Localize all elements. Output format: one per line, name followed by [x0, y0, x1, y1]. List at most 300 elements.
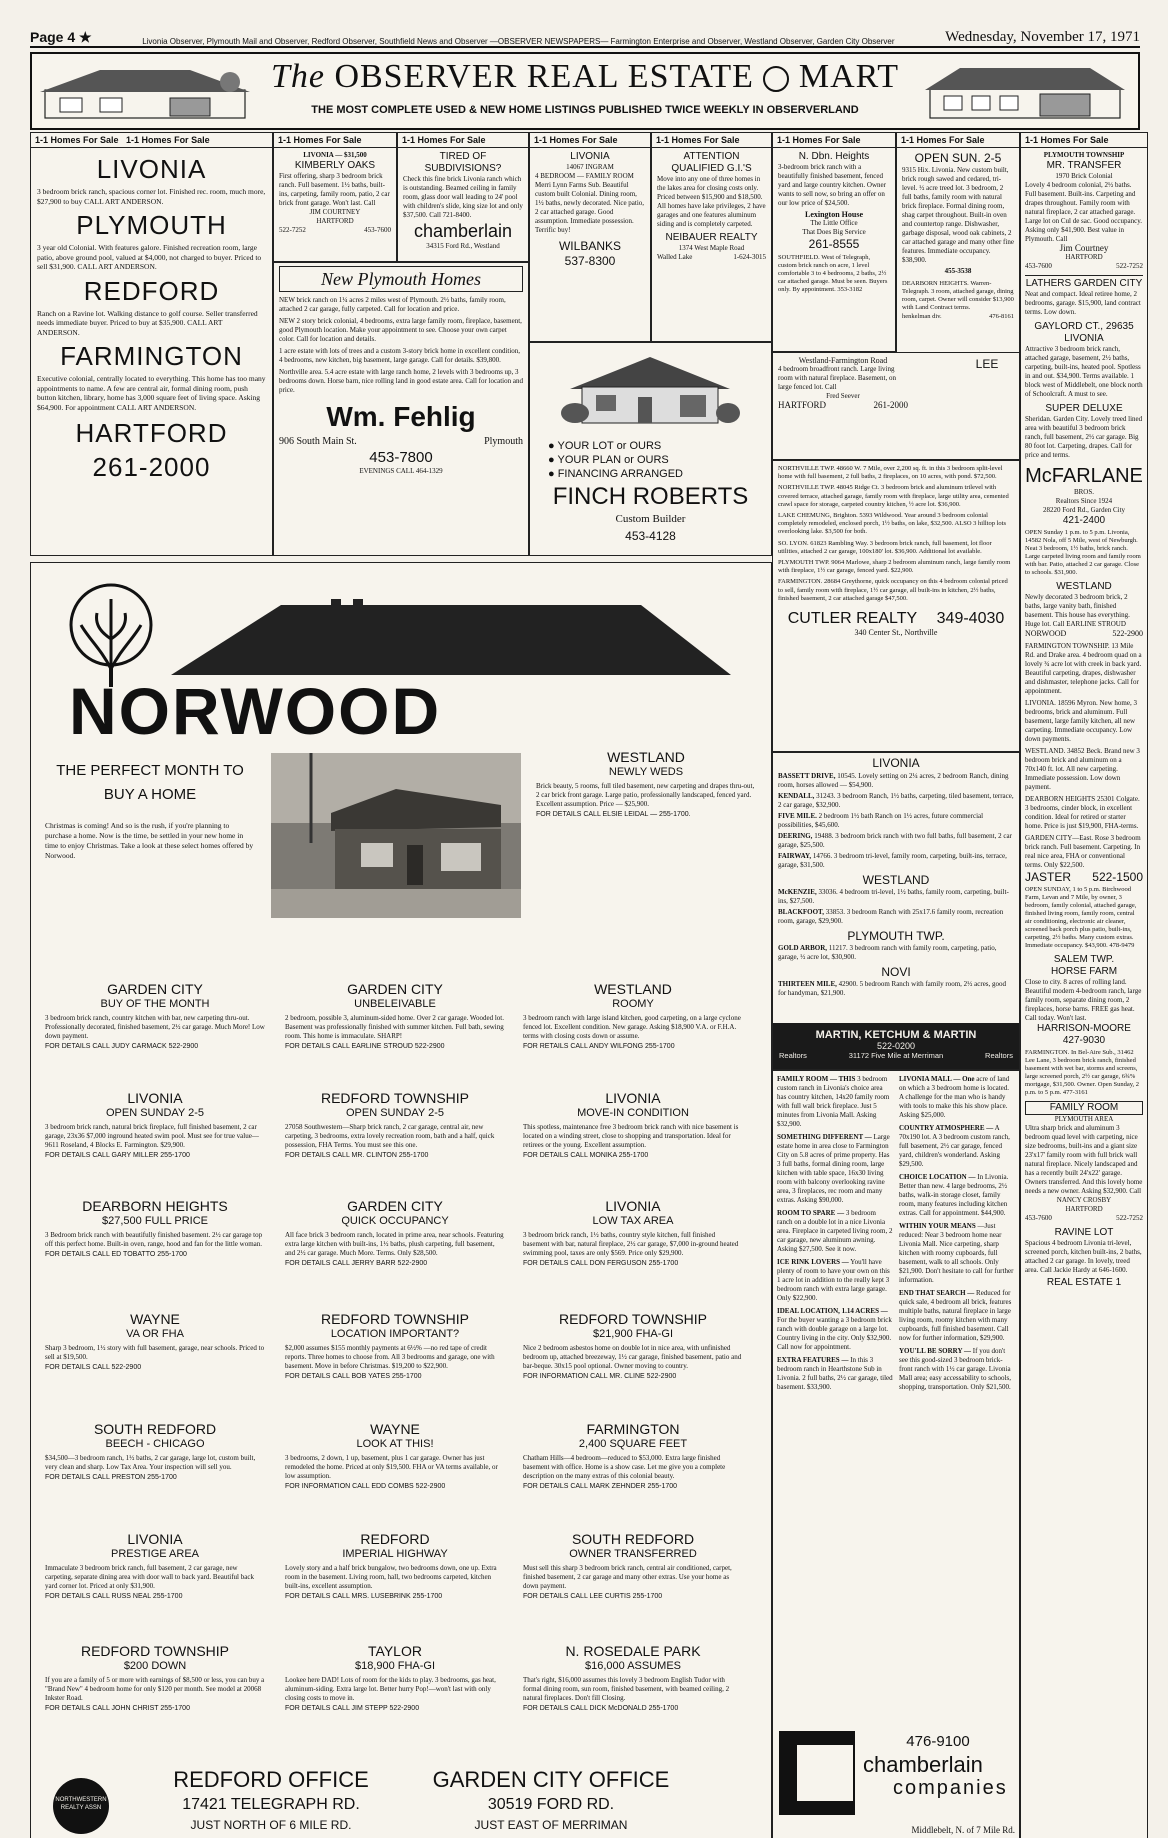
ad-norwood — [30, 562, 772, 1838]
listing-town: LIVONIA — [127, 1090, 183, 1106]
ad-text: LIVONIA. 18596 Myron. New home, 3 bedrooms, brick and aluminum. Full basement, large family kitchen, all new carpeting. Immediate occupancy. Low down payments. — [1025, 699, 1137, 743]
listing-contact: FOR RETAILS CALL ANDY WILFONG 255-1700 — [523, 1043, 675, 1050]
issue-date: Wednesday, November 17, 1971 — [945, 29, 1140, 45]
listing-text: acre of land on which a 3 bedroom home is located. A challenge for the man who is handy with tools to make this his show place. Asking $25,000. — [899, 1075, 1010, 1119]
listing-text: 14766. 3 bedroom tri-level, family room, carpeting, built-ins, terrace, garage, $31,500. — [778, 852, 1007, 869]
office1-name: REDFORD OFFICE — [173, 1767, 369, 1792]
ad-text: Neat and compact. Ideal retiree home, 2 bedrooms, garage. $15,900, land contract terms. Low down. — [1025, 290, 1141, 316]
section-label: 1-1 Homes For Sale — [773, 133, 895, 148]
address: 31172 Five Mile at Merriman — [848, 1051, 944, 1060]
office1-address: 17421 TELEGRAPH RD. — [182, 1796, 360, 1813]
listing-town: PLYMOUTH — [76, 210, 227, 240]
ad-title: WESTLAND — [1056, 581, 1112, 592]
listing-text: Large estate home in area close to Farmington City on 5.8 acres of prime property. Has 3 full baths, formal dining room, large kitchen with table space, 16x30 living room with balcony overlooking ravine area, 3 fireplaces, rec room and many extras. Asking $90,000. — [777, 1133, 890, 1204]
agent-name: JIM COURTNEY — [309, 208, 361, 216]
listing-text: Lovely story and a half brick bungalow, two bedrooms down, one up. Extra room in the basement. Living room, hall, two bedrooms carpeted, kitchen built-ins, excellent assumption. — [285, 1564, 497, 1590]
listing-contact: FOR DETAILS CALL RUSS NEAL 255-1700 — [45, 1593, 183, 1600]
listing-text: This spotless, maintenance free 3 bedroom brick ranch with nice basement is located on a winding street, close to shopping and transportation. Ideal for retirees or the young. Excellent assumption. — [523, 1123, 739, 1149]
phone: 453-7600 — [1025, 262, 1052, 270]
listing-town: LIVONIA — [127, 1531, 183, 1547]
listing-text: A 70x190 lot. A 3 bedroom custom ranch, full basement, 2½ car garage, fenced yard, children's wonderland. Asking $29,500. — [899, 1124, 1010, 1168]
office-phone: 261-2000 — [92, 452, 211, 482]
builder-sub: Custom Builder — [615, 513, 686, 525]
listing-text: 3 bedroom ranch with large island kitchen, good carpeting, on a large cyclone fenced lot. Excellent condition. New garage. Asking $18,900 V.A. or F.H.A. terms with closing costs down or assume. — [523, 1014, 741, 1040]
listing-contact: FOR DETAILS CALL JIM STEPP 522-2900 — [285, 1705, 420, 1712]
label: Realtors — [779, 1051, 807, 1060]
norwood-listing — [45, 1090, 265, 1186]
town-heading: LIVONIA — [872, 756, 920, 770]
office-name: HARTFORD — [778, 400, 826, 410]
listing-town: FARMINGTON — [586, 1421, 680, 1437]
listing-text: Reduced for quick sale, 4 bedroom all brick, features multiple baths, natural fireplace in large living room, roomy kitchen with many cupboards, full finished basement. Call now for further information, $29,900. — [899, 1289, 1012, 1342]
listing-town: REDFORD TOWNSHIP — [558, 1311, 708, 1327]
listing-text: In Livonia. Better than new. 4 large bedrooms, 2½ baths, walk-in storage closet, family room, many features including kitchen extras. Call for appointment. $44,900. — [899, 1173, 1009, 1217]
listing-contact: FOR DETAILS CALL JERRY BARR 522-2900 — [285, 1260, 428, 1267]
listing-text: 27058 Southwestern—Sharp brick ranch, 2 car garage, central air, new carpeting, 3 bedrooms, extra lovely recreation room, bath and a half, quick possession, FHA Terms. You must see this one. — [285, 1123, 495, 1149]
ad-text: Sheridan. Garden City. Lovely treed lined area with beautiful 3 bedroom brick ranch, full basement, 2½ car garage. Big 80 foot lot. Carpeting, drapes. Call for price and terms. — [1025, 415, 1143, 459]
norwood-listing — [45, 1643, 265, 1753]
ad-title: TIRED OF SUBDIVISIONS? — [424, 151, 502, 174]
tagline: Realtors Since 1924 — [1055, 497, 1113, 505]
city: Walled Lake — [657, 253, 693, 261]
norwood-listing — [523, 1531, 743, 1627]
listing-town: LIVONIA — [605, 1090, 661, 1106]
listing-tagline: BUY OF THE MONTH — [100, 998, 210, 1010]
ad-subdivisions — [397, 132, 529, 262]
norwood-listing — [45, 981, 265, 1077]
listing-town: REDFORD TOWNSHIP — [320, 1090, 470, 1106]
phone: 537-8300 — [564, 254, 616, 268]
agency-sub: BROS. — [1073, 488, 1095, 496]
listing-contact: FOR DETAILS CALL BOB YATES 255-1700 — [285, 1373, 422, 1380]
phone: 453-7600 — [364, 226, 391, 234]
listing-tagline: MOVE-IN CONDITION — [577, 1107, 689, 1119]
listing-text: All face brick 3 bedroom ranch, located in prime area, near schools. Featuring extra large kitchen with built-ins, 1½ baths, plush carpeting, full basement, and 2½ car garage. Much More. Terms. Only $28,500. — [285, 1231, 504, 1257]
right-column — [1020, 132, 1148, 1838]
section-label: 1-1 Homes For Sale 1-1 Homes For Sale — [31, 133, 272, 148]
ad-finch-roberts — [529, 342, 772, 556]
bullet-item: ● YOUR LOT or OURS — [548, 440, 662, 452]
listing-town: DEARBORN HEIGHTS — [82, 1198, 228, 1214]
listing-tagline: NEWLY WEDS — [608, 766, 684, 778]
listing-text: FARMINGTON. 28684 Greythorne, quick occupancy on this 4 bedroom colonial priced to sell, family room with fireplace, 1½ car garage, all built-ins in kitchen, 2½ baths, finished basement, 2 car attached garage $47,500. — [778, 578, 1008, 602]
section-label: 1-1 Homes For Sale — [1021, 133, 1147, 148]
ad-head: PLYMOUTH TOWNSHIP — [1043, 151, 1125, 159]
ad-title: SUPER DELUXE — [1045, 403, 1123, 414]
listing-tagline: $18,900 FHA-GI — [354, 1660, 436, 1672]
ad-cutler-realty — [772, 460, 1020, 752]
agent-name: Fred Seever — [826, 392, 860, 400]
norwood-listing — [45, 1198, 265, 1294]
ad-text: 4 BEDROOM — FAMILY ROOM Merri Lynn Farms Sub. Beautiful custom built Colonial. Dining room, 1½ baths, newly decorated. Nice patio, 2 car attached garage. Good assumption. Immediate possession. Terrific buy! — [535, 172, 645, 234]
ad-title: ATTENTION QUALIFIED G.I.'S — [671, 151, 752, 174]
listing-text: 3 bedroom ranch on a double lot in a nice Livonia area. Fireplace in carpeted living room, 2 car garage, new aluminum awning. Asking $27,500. See it now. — [777, 1209, 893, 1253]
listing-tagline: 2,400 SQUARE FEET — [578, 1438, 688, 1450]
listing-text: Nice 2 bedroom asbestos home on double lot in nice area, with unfinished bedroom up, attached breezeway, 1½ car garage, finished basement, patio and bar-beque. 30x15 pool optional. Owner moving to country. — [523, 1344, 742, 1370]
agency-name: McFARLANE — [1025, 465, 1143, 487]
listing-text: You'll have plenty of room to have your own on this 1 acre lot in addition to the really kept 3 bedroom ranch with extra large garage. Only $22,900. — [777, 1258, 890, 1302]
office-name: HARTFORD — [1065, 1205, 1103, 1213]
norwood-title: NORWOOD — [69, 674, 442, 748]
listing-contact: FOR DETAILS CALL MRS. LUSEBRINK 255-1700 — [285, 1593, 443, 1600]
listing-tagline: PRESTIGE AREA — [110, 1548, 200, 1560]
listing-text: Brick beauty, 5 rooms, full tiled basement, new carpeting and drapes thru-out, 2 car brick front garage. Large patio, professionally landscaped, fenced yard. Excellent assumption. Price — $25,900. — [536, 782, 755, 808]
listing-text: NEW 2 story brick colonial, 4 bedrooms, extra large family room, fireplace, basement, good Plymouth location. Make your appointment to see. Choose your own carpet color. Call for location and details. — [279, 317, 522, 343]
section-label: 1-1 Homes For Sale — [530, 133, 650, 148]
evening-phone: EVENINGS CALL 464-1329 — [359, 467, 443, 475]
listing-text: —Just reduced: Near 3 bedroom home near Livonia Mall. Nice carpeting, sharp kitchen with roomy cupboards, full basement, walk to all schools. Only $21,900. Don't hesitate to call for further information. — [899, 1222, 1014, 1284]
listing-text: Chatham Hills—4 bedroom—reduced to $53,000. Extra large finished basement with office. Home is a show case. Let me give you a complete description on the many extras of this colonial beauty. — [523, 1454, 726, 1480]
listing-text: Executive colonial, centrally located to everything. This home has too many appointments to name. A few are central air, formal dining room, push button kitchen, library, home has 3,000 square feet of living space. Asking $64,900. For appointment CALL ART ANDERSON. — [37, 374, 266, 412]
chamberlain-left-column: FAMILY ROOM — THIS 3 bedroom custom ranch in Livonia's choice area has country kitchen, 14x20 family room with full wall brick fireplace. Just 5 minutes from Livonia Mall. Asking $32,900. SOMETHING DIFFERENT — Large estate home in area close to Farmington City on 5.8 acres of prime property. Has 3 full baths, formal dining room, large kitchen with table space, 16x30 living room with balcony overlooking ravine area, 3 fireplaces, rec room and many extras. Asking $90,000. ROOM TO SPARE — 3 bedroom ranch on a double lot in a nice Livonia area. Fireplace in carpeted living room, 2 car garage, new aluminum awning. Asking $27,500. See it now. ICE RINK LOVERS — You'll have plenty of room to have your own on this 1 acre lot in addition to the really kept 3 bedroom ranch with extra large garage. Only $22,900. IDEAL LOCATION, 1.14 ACRES — For the buyer wanting a 3 bedroom brick ranch with double garage on a large lot. Country living in the city. Only $32,900. Call now for appointment. EXTRA FEATURES — In this 3 bedroom ranch in Hearthstone Sub in Livonia. 2 full baths, 2½ car garage, tiled basement. $33,900. — [777, 1075, 893, 1391]
listing-text: $2,000 assumes $155 monthly payments at 6½% —no red tape of credit reports. Three homes to choose from. All 3 bedrooms and garage, one with basement. Move in before Christmas. $19,200 to $22,900. — [285, 1344, 495, 1370]
ad-head: LIVONIA — [570, 151, 610, 162]
office1-directions: JUST NORTH OF 6 MILE RD. — [190, 1818, 352, 1832]
ad-text: 3-bedroom brick ranch with a beautifully finished basement, fenced yard and large country kitchen. Owner wants to sell now, so bring an offer on our low price of $24,500. — [778, 163, 886, 207]
house-logo-icon — [763, 66, 789, 92]
phone: 453-7800 — [369, 449, 433, 466]
listing-town: SOUTH REDFORD — [571, 1531, 695, 1547]
office2-name: GARDEN CITY OFFICE — [432, 1767, 670, 1792]
martin-banner — [773, 1023, 1019, 1069]
address: 1374 West Maple Road — [678, 244, 745, 252]
listing-text: LAKE CHEMUNG, Brighton. 5393 Wildwood. Year around 3 bedroom colonial completely remodeled, enclosed porch, 1½ baths, on lake, $32,500. ALSO 3 hilltop lots overlooking lake. $3,500 for both. — [778, 512, 1007, 536]
listing-contact: FOR DETAILS CALL LEE CURTIS 255-1700 — [523, 1593, 663, 1600]
norwood-listing — [523, 1311, 743, 1407]
agency-name-2: companies — [893, 1777, 1008, 1799]
listing-text: NORTHVILLE TWP. 48045 Ridge Ct. 3 bedroom brick and aluminum trilevel with covered terrace, attached garage, family room with fireplace, large utility area, cemented crawl space for storage, carpeted country kitchen, ½ acre lot. $36,900. — [778, 484, 1009, 508]
office2-directions: JUST EAST OF MERRIMAN — [474, 1818, 628, 1832]
masthead-title: The OBSERVER REAL ESTATE MART — [270, 58, 900, 95]
listing-contact: FOR DETAILS CALL 522-2900 — [45, 1364, 142, 1371]
listing-text: If you don't see this good-sized 3 bedroom brick-front ranch with 1½ car garage. Livonia Mall area; easy accessability to schools, shopping, transportation. Only $21,500. — [899, 1347, 1011, 1391]
listing-contact: FOR DETAILS CALL JUDY CARMACK 522-2900 — [45, 1043, 199, 1050]
norwood-listing — [523, 1421, 743, 1517]
norwood-listing — [523, 1643, 743, 1753]
listing-contact: FOR DETAILS CALL JOHN CHRIST 255-1700 — [45, 1705, 190, 1712]
agency-name: chamberlain — [863, 1752, 983, 1777]
ad-ingram — [529, 132, 651, 342]
listing-tagline: $200 DOWN — [123, 1660, 187, 1672]
ad-text: SOUTHFIELD. West of Telegraph, custom brick ranch on acre, 1 level comfortable 3 to 4 bedrooms, 2 baths, 2½ car attached garage. Must be seen. Buyers only. By appointment. 353-3182 — [778, 254, 888, 293]
label: Realtors — [985, 1051, 1013, 1060]
ad-text: Lovely 4 bedroom colonial, 2½ baths. Full basement. Built-ins. Carpeting and drapes throughout. Family room with natural fireplace, 2 car attached garage. Large lot on Cul de sac. Good occupancy. Asking only $41,900. Best value in Plymouth. Call — [1025, 181, 1143, 243]
phone: 261-2000 — [873, 400, 908, 410]
listing-contact: FOR DETAILS CALL EARLINE STROUD 522-2900 — [285, 1043, 445, 1050]
ad-chamberlain — [772, 1070, 1020, 1838]
norwood-listing — [536, 749, 756, 899]
section-label: 1-1 Homes For Sale — [398, 133, 528, 148]
ad-title: OPEN SUN. 2-5 — [914, 151, 1002, 165]
listing-text: Immaculate 3 bedroom brick ranch, full basement, 2 car garage, new carpeting, separate dining area with door wall to back yard. Beautiful back yard corner lot. Priced at only $31,900. — [45, 1564, 254, 1590]
listing-contact: FOR DETAILS CALL DON FERGUSON 255-1700 — [523, 1260, 679, 1267]
listing-text: Northville area. 5.4 acre estate with large ranch home, 2 levels with 3 bedrooms up, 3 bedrooms down. Horse barn, nice rolling land in good estate area. Call for location and price. — [279, 368, 523, 394]
listing-town: FARMINGTON — [60, 341, 243, 371]
listing-text: 3 bedroom custom ranch in Livonia's choice area has country kitchen, 14x20 family room with full wall brick fireplace. Just 5 minutes from Livonia Mall. Asking $32,900. — [777, 1075, 890, 1128]
ad-text: GARDEN CITY—East. Rose 3 bedroom brick ranch. Full basement. Carpeting. In real nice area, FHA or conventional terms. Only $22,500. — [1025, 834, 1141, 869]
listing-text: 3 Bedroom brick ranch with beautifully finished basement. 2½ car garage top off this perfect home. Built-in oven, range, hood and fan for the little woman. — [45, 1231, 263, 1248]
house-illustration-right — [920, 62, 1130, 122]
listing-text: 2 bedroom, possible 3, aluminum-sided home. Over 2 car garage. Wooded lot. Basement was professionally finished with summer kitchen. Full bath, sewing room. This home is immaculate. SHARP! — [285, 1014, 504, 1040]
agency-name: CUTLER REALTY — [787, 610, 918, 628]
ad-text: FARMINGTON TOWNSHIP. 13 Mile Rd. and Drake area. 4 bedroom quad on a lovely ¾ acre lot with creek in back yard. Beautiful carpeting, drapes, dishwasher and dishmaster, telephone jacks. Call for appointment. — [1025, 642, 1142, 695]
office-name: HARTFORD — [316, 217, 354, 225]
ad-text: Ultra sharp brick and aluminum 3 bedroom quad level with carpeting, nice size bedrooms, built-ins and a giant size 23'x17' family room with full brick wall natural fireplace. Nicely landscaped and has a recently built 24'x22' garage. Owners transferred. And this lovely home needs a new owner. Asking $32,900. Call — [1025, 1124, 1143, 1195]
listing-tagline: $16,000 ASSUMES — [584, 1660, 681, 1672]
listing-tagline: $21,900 FHA-GI — [592, 1328, 674, 1340]
listing-contact: FOR DETAILS CALL PRESTON 255-1700 — [45, 1474, 177, 1481]
ad-lexington-house — [772, 132, 896, 352]
phone: 522-1500 — [1092, 870, 1143, 884]
ad-text: 9315 Hix. Livonia. New custom built, brick rough sawed and cedared, tri-level. ½ acre treed lot. 3 bedroom, 2 full baths, family room with natural brick fireplace. Formal dining room, shag carpet throughout. Built-in oven and countertop range. Dishwasher, garbage disposal, wood oak cabinets, 2 car attached garage and many other fine features. Immediate occupancy. $38,900. — [902, 166, 1014, 264]
agency-name: LEE — [975, 357, 999, 371]
ad-title: N. Dbn. Heights — [798, 151, 870, 162]
ad-text: FARMINGTON. In Bel-Aire Sub., 31462 Lee Lane, 3 bedroom brick ranch, finished basement with wet bar, storms and screens, large screened porch, 2½ car garage, 6¾% mortgage, $31,500. Owner. Open Sunday, 2 p.m. to 5 p.m. 477-3161 — [1025, 1049, 1140, 1096]
agent-name: NANCY CROSBY — [1056, 1196, 1112, 1204]
chamberlain-c-logo-icon — [779, 1731, 855, 1815]
intro-text: Christmas is coming! And so is the rush, if you're planning to purchase a home. Now is the time, be settled in your new home in time to enjoy Christmas. Take a look at these select homes offered by Norwood. — [45, 821, 254, 860]
town-heading: WESTLAND — [862, 873, 930, 887]
ad-text: Spacious 4 bedroom Livonia tri-level, screened porch, kitchen built-ins, 2 baths, attached 2 car garage. In lovely, treed area. Call Jackie Hardy at 646-1600. — [1025, 1239, 1142, 1274]
ad-title: MR. TRANSFER — [1046, 160, 1122, 171]
ad-text: Attractive 3 bedroom brick ranch, attached garage, basement, 2½ baths, carpeting, built-ins, heated pool. Spotless in and out. $34,900. Terms available. 1 block west of Middlebelt, one block north of Schoolcraft. A must to see. — [1025, 345, 1143, 398]
listing-town: SOUTH REDFORD — [93, 1421, 217, 1437]
listing-text: 3 year old Colonial. With features galore. Finished recreation room, large patio, above ground pool, valued at $4,000, not charged to buyer. Priced to sell $31,900. CALL ART ANDERSON. — [37, 243, 262, 271]
bullet-item: ● YOUR PLAN or OURS — [548, 454, 669, 466]
listing-text: PLYMOUTH TWP. 9064 Marlowe, sharp 2 bedroom aluminum ranch, large family room with fireplace, 1½ car garage, fenced yard. $22,900. — [778, 559, 1011, 575]
listing-text: For the buyer wanting a 3 bedroom brick ranch with double garage on a large lot. Country living in the city. Only $32,900. Call now for appointment. — [777, 1316, 892, 1351]
listing-town: REDFORD — [83, 275, 220, 306]
ad-text: DEARBORN HEIGHTS. Warren-Telegraph. 3 room, attached garage, dining room, carpet. Owner will consider $13,900 with Land Contract terms. — [902, 280, 1014, 311]
section-label: 1-1 Homes For Sale — [274, 133, 396, 148]
phone: 421-2400 — [1062, 515, 1106, 526]
masthead-subtitle: THE MOST COMPLETE USED & NEW HOME LISTINGS PUBLISHED TWICE WEEKLY IN OBSERVERLAND — [311, 104, 859, 116]
listing-town: WESTLAND — [594, 981, 672, 997]
ad-fehlig — [273, 262, 529, 556]
ad-title: LATHERS GARDEN CITY — [1025, 275, 1143, 290]
ad-text: Move into any one of three homes in the lakes area for closing costs only. Priced between $15,900 and $18,500. All homes have lake privileges, 2 have garages and one features aluminum siding and is completely carpeted. — [657, 175, 766, 228]
listing-text: 33036. 4 bedroom tri-level, 1½ baths, family room, carpeting, built-ins, $27,500. — [778, 888, 1009, 905]
ad-text: OPEN SUNDAY, 1 to 5 p.m. Birchwood Farm, Levan and 7 Mile, by owner, 3 bedroom, family colonial, attached garage, finished living room, family room, central air conditioning, electronic air cleaner, screened back porch plus patio, built-ins, carpeting, 2½ baths. Many custom extras. Immediate occupancy. $43,900. 478-9479 — [1025, 886, 1137, 949]
listing-town: GARDEN CITY — [347, 981, 443, 997]
listing-town: GARDEN CITY — [347, 1198, 443, 1214]
listing-tagline: OWNER TRANSFERRED — [569, 1548, 697, 1560]
listing-text: In this 3 bedroom ranch in Hearthstone Sub in Livonia. 2 full baths, 2½ car garage, tiled basement. $33,900. — [777, 1356, 893, 1391]
agency-name: REAL ESTATE 1 — [1046, 1277, 1122, 1288]
listing-tagline: IMPERIAL HIGHWAY — [342, 1548, 448, 1560]
phone: 476-9100 — [906, 1733, 970, 1750]
norwood-listing — [45, 1531, 265, 1627]
address: 340 Center St., Northville — [854, 628, 938, 638]
norwood-listing — [285, 1421, 505, 1517]
listing-town: REDFORD TOWNSHIP — [80, 1643, 230, 1659]
address: Middlebelt, N. of 7 Mile Rd. — [911, 1825, 1015, 1835]
norwood-listing — [523, 1198, 743, 1294]
ad-text: Newly decorated 3 bedroom brick, 2 baths, large vanity bath, finished basement. This house has everything. Huge lot. Call EARLINE STROUD — [1025, 593, 1130, 628]
listing-text: 3 bedrooms, 2 down, 1 up, basement, plus 1 car garage. Owner has just remodeled the home. Priced at only $19,500. FHA or VA terms available, or low assumption. — [285, 1454, 498, 1480]
listing-contact: FOR DETAILS CALL ED TOBATTO 255-1700 — [45, 1251, 187, 1258]
listing-town: GARDEN CITY — [107, 981, 203, 997]
norwood-listing — [45, 1421, 265, 1517]
section-label: 1-1 Homes For Sale — [897, 133, 1019, 148]
listing-text: 3 bedroom brick ranch, 1½ baths, country style kitchen, full finished basement with bar, natural fireplace, 2½ car garage, $7,000 in-ground heated swimming pool, taxes are only $569. Price only $29,900. — [523, 1231, 739, 1257]
listing-contact: FOR DETAILS CALL DICK McDONALD 255-1700 — [523, 1705, 679, 1712]
listing-text: NORTHVILLE TWP. 48660 W. 7 Mile, over 2,200 sq. ft. in this 3 bedroom split-level home with full basement, 2 full baths, 2 fireplaces, on 10 acres, with pond. $72,500. — [778, 465, 1003, 481]
ad-head: LIVONIA — $31,500 — [303, 151, 367, 159]
listing-town: LIVONIA — [605, 1198, 661, 1214]
ad-title: RAVINE LOT — [1054, 1227, 1114, 1238]
agency-name: Wm. Fehlig — [326, 401, 476, 432]
listing-tagline: $27,500 FULL PRICE — [102, 1215, 208, 1227]
ad-gis — [651, 132, 772, 342]
listing-contact: FOR INFORMATION CALL EDD COMBS 522-2900 — [285, 1483, 446, 1490]
listing-tagline: OPEN SUNDAY 2-5 — [105, 1107, 204, 1119]
phone: 522-7252 — [1116, 1214, 1143, 1222]
listing-text: 42900. 5 bedroom Ranch with family room, 2½ acres, good for handyman, $21,900. — [778, 980, 1007, 997]
ad-title: New Plymouth Homes — [279, 266, 523, 292]
house-illustration — [560, 351, 740, 429]
phone: 522-0200 — [876, 1041, 916, 1051]
paper-names: Livonia Observer, Plymouth Mail and Observer, Redford Observer, Southfield News and Observer —OBSERVER NEWSPAPERS— Farmington Enterprise and Observer, Westland Observer, Garden City Observer — [142, 37, 895, 46]
ad-kimberly-oaks — [273, 132, 397, 262]
phone: 476-8161 — [989, 313, 1014, 320]
listing-text: 1 acre estate with lots of trees and a custom 3-story brick home in excellent condition, 4 bedrooms, new kitchen, big basement, large garage. Call for details. $39,800. — [279, 347, 521, 364]
roof-graphic — [171, 599, 731, 679]
listing-text: Must sell this sharp 3 bedroom brick ranch, central air conditioned, carpet, finished basement, 2 car garage and many other extras. Use your home as down payment. — [523, 1564, 732, 1590]
house-illustration-left — [40, 62, 250, 122]
listing-text: NEW brick ranch on 1¼ acres 2 miles west of Plymouth. 2½ baths, family room, attached 2 car garage, fully carpeted. Call for location and price. — [279, 296, 506, 313]
phone: 427-9030 — [1062, 1035, 1106, 1046]
chamberlain-logo: chamberlain — [413, 221, 513, 241]
ad-title: KIMBERLY OAKS — [294, 160, 376, 171]
agent-name: NEIBAUER REALTY — [665, 232, 758, 243]
listing-text: Sharp 3 bedroom, 1½ story with full basement, garage, near schools. Priced to sell at $19,500. — [45, 1344, 265, 1361]
listing-text: SO. LYON. 61823 Rambling Way. 3 bedroom brick ranch, full basement, lot floor utilities, attached 2 car garage, 100x180' lot. $36,900. Additional lot available. — [778, 539, 992, 555]
ad-westland-farmington — [772, 352, 1020, 460]
phone: 455-3538 — [944, 267, 972, 275]
agent-name: WILBANKS — [558, 239, 621, 253]
ad-title: SALEM TWP. — [1053, 954, 1115, 965]
listing-contact: FOR DETAILS CALL ELSIE LEIDAL — 255-1700. — [536, 811, 691, 818]
norwood-listing — [285, 981, 505, 1077]
ad-title: Westland-Farmington Road — [798, 356, 888, 365]
ad-martin-ketchum: LIVONIA BASSETT DRIVE, 10545. Lovely setting on 2¼ acres, 2 bedroom Ranch, dining room, horses allowed — $54,900. KENDALL, 31243. 3 bedroom Ranch, 1½ baths, carpeting, tiled basement, terrace, 2 car garage, $32,900. FIVE MILE. 2 bedroom 1½ bath Ranch on 1½ acres, future commercial possibilities, $45,600. DEERING, 19488. 3 bedroom brick ranch with two full baths, full basement, 2 car garage, $25,500. FAIRWAY, 14766. 3 bedroom tri-level, family room, carpeting, built-ins, terrace, garage, $31,500. WESTLAND McKENZIE, 33036. 4 bedroom tri-level, 1½ baths, family room, carpeting, built-ins, $27,500. BLACKFOOT, 33853. 3 bedroom Ranch with 25x17.6 family room, recreation room, garage, $29,900. PLYMOUTH TWP. GOLD ARBOR, 11217. 3 bedroom ranch with family room, carpeting, patio, garage, ½ acre lot, $30,900. NOVI THIRTEEN MILE, 42900. 5 bedroom Ranch with family room, 2½ acres, good for handyman, $21,900. MARTIN, KETCHUM & MARTIN 522-0200 Realtors 31172 Five Mile at Merriman Realtors — [772, 752, 1020, 1070]
address: 34315 Ford Rd., Westland — [426, 242, 500, 250]
norwood-listing — [523, 981, 743, 1077]
agency-name: JASTER — [1025, 870, 1072, 884]
listing-text: $34,500—3 bedroom ranch, 1½ baths, 2 car garage, large lot, custom built, very clean and sharp. Low Tax Area. Your inspection will sell you. — [45, 1454, 256, 1471]
listing-text: That's right, $16,000 assumes this lovely 3 bedroom English Tudor with formal dining room, sun room, finished basement, with beamed ceiling, 2 natural fireplaces. Don't fill Closing. — [523, 1676, 730, 1702]
phone: 522-7252 — [1116, 262, 1143, 270]
listing-text: 10545. Lovely setting on 2¼ acres, 2 bedroom Ranch, dining room, horses allowed — $54,900. — [778, 772, 1009, 789]
ad-sub: 14067 INGRAM — [566, 163, 614, 171]
phone: 522-7252 — [279, 226, 306, 234]
listing-town: REDFORD TOWNSHIP — [320, 1311, 470, 1327]
ad-title: HORSE FARM — [1050, 966, 1118, 977]
norwood-listing — [45, 1311, 265, 1407]
listing-tagline: VA OR FHA — [126, 1328, 184, 1340]
norwood-listing — [285, 1643, 505, 1753]
ad-text: First offering, sharp 3 bedroom brick ranch. Full basement. 1½ baths, built-ins, carpeting, family room, patio, 2 car brick front garage. Won't last. Call — [279, 172, 390, 207]
realty-seal: NORTHWESTERN REALTY ASSN — [53, 1778, 109, 1834]
listing-town: WESTLAND — [607, 749, 685, 765]
ad-text: 4 bedroom broadfront ranch. Large living room with natural fireplace. Basement, on large fenced lot. Call — [778, 365, 896, 391]
norwood-listing — [285, 1531, 505, 1627]
phone: 349-4030 — [936, 610, 1005, 628]
listing-town: REDFORD — [360, 1531, 430, 1547]
house-photo — [271, 753, 521, 918]
listing-tagline: LOW TAX AREA — [592, 1215, 674, 1227]
norwood-listing — [285, 1090, 505, 1186]
ad-text: WESTLAND. 34852 Beck. Brand new 3 bedroom brick and aluminum on a 70x140 ft. lot. All new carpeting. Immediate possession. Low down payment. — [1025, 747, 1140, 791]
ad-text: DEARBORN HEIGHTS 25301 Colgate. 3 bedrooms, cinder block, in excellent condition. Ideal for retired or starter home. Price is just $19,900, FHA-terms. — [1025, 795, 1140, 830]
listing-town: TAYLOR — [368, 1643, 422, 1659]
chamberlain-right-column: LIVONIA MALL — One acre of land on which a 3 bedroom home is located. A challenge for the man who is handy with tools to make this his show place. Asking $25,000. COUNTRY ATMOSPHERE — A 70x190 lot. A 3 bedroom custom ranch, full basement, 2½ car garage, fenced yard, children's wonderland. Asking $29,500. CHOICE LOCATION — In Livonia. Better than new. 4 large bedrooms, 2½ baths, walk-in storage closet, family room, many features including kitchen extras. Call for appointment. $44,900. WITHIN YOUR MEANS —Just reduced: Near 3 bedroom home near Livonia Mall. Nice carpeting, sharp kitchen with roomy cupboards, full basement, walk to all schools. Only $21,900. Don't hesitate to call for further information. END THAT SEARCH — Reduced for quick sale, 4 bedroom all brick, features multiple baths, natural fireplace in large living room, roomy kitchen with many cupboards, full finished basement. Call now for further information, $29,900. YOU'LL BE SORRY — If you don't see this good-sized 3 bedroom brick-front ranch with 1½ car garage. Livonia Mall area; easy accessability to schools, shopping, transportation. Only $21,500. — [899, 1075, 1014, 1391]
listing-tagline: QUICK OCCUPANCY — [341, 1215, 449, 1227]
ad-text: Close to city. 8 acres of rolling land. Beautiful modern 4-bedroom ranch, large family room, separate dining room, 2 fireplaces, horse barns. FREE gas heat. Call today. Won't last. — [1025, 978, 1142, 1022]
ad-sub: PLYMOUTH AREA — [1054, 1115, 1114, 1123]
ad-sub: 1970 Brick Colonial — [1055, 172, 1113, 180]
office-name: NORWOOD — [1025, 629, 1067, 638]
norwood-listing — [523, 1090, 743, 1186]
ad-title: GAYLORD CT., 29635 LIVONIA — [1034, 321, 1134, 344]
listing-text: 2 bedroom 1½ bath Ranch on 1½ acres, future commercial possibilities, $45,600. — [778, 812, 984, 829]
listing-text: 3 bedroom brick ranch, natural brick fireplace, full finished basement, 2 car garage, 23x36 $7,000 inground heated swim pool. Must see for true value—9611 Roseland, 4 Blocks E. Farmington. $29,900. — [45, 1123, 259, 1149]
address: 906 South Main St. — [279, 436, 357, 447]
phone: 453-4128 — [625, 529, 676, 543]
listing-text: Lookee here DAD! Lots of room for the kids to play. 3 bedrooms, gas heat, aluminum-siding. Extra large lot. Better hurry Pop!—won't last with only closing costs to move in. — [285, 1676, 496, 1702]
agency-name: MARTIN, KETCHUM & MARTIN — [815, 1029, 977, 1041]
agent-name: Jim Courtney — [1059, 243, 1109, 253]
agency-name: Lexington House — [804, 210, 863, 219]
address: 28220 Ford Rd., Garden City — [1042, 506, 1126, 514]
listing-tagline: OPEN SUNDAY 2-5 — [345, 1107, 444, 1119]
listing-town: WAYNE — [130, 1311, 180, 1327]
agency-name: henkelman div. — [902, 313, 942, 320]
office2-address: 30519 FORD RD. — [487, 1796, 615, 1813]
agency-name: HARRISON-MOORE — [1037, 1023, 1131, 1034]
ad-title: FAMILY ROOM — [1025, 1101, 1143, 1115]
listing-text: 3 bedroom brick ranch, country kitchen with bar, new carpeting thru-out. Professionally decorated, finished basement, 2½ car garage. Much More! Low down payment. — [45, 1014, 265, 1040]
tagline: The Little Office — [810, 219, 858, 227]
listing-text: Ranch on a Ravine lot. Walking distance to golf course. Seller transferred needs immediate buyer. Priced to buy at $35,900. CALL ART ANDERSON. — [37, 308, 258, 337]
page-header — [30, 22, 1140, 48]
tagline: That Does Big Service — [802, 228, 866, 236]
listing-text: If you are a family of 5 or more with earnings of $8,500 or less, you can buy a "Brand New" 4 bedroom home for only $120 per month. See model at 20068 Inkster Road. — [45, 1676, 265, 1702]
norwood-listing — [285, 1311, 505, 1407]
town-heading: NOVI — [881, 965, 911, 979]
phone: 261-8555 — [808, 237, 860, 251]
listing-contact: FOR INFORMATION CALL MR. CLINE 522-2900 — [523, 1373, 677, 1380]
masthead — [30, 52, 1140, 130]
listing-text: 3 bedroom brick ranch, spacious corner lot. Finished rec. room, much more, $27,900 to buy CALL ART ANDERSON. — [37, 187, 266, 206]
ad-text: OPEN Sunday 1 p.m. to 5 p.m. Livonia, 14582 Nola, off 5 Mile, west of Newburgh. Neat 3 bedroom, 1½ baths, brick ranch. Large carpeted living room and family room with bar. Patio, attached 2 car garage. Close to schools. $31,900. — [1025, 529, 1141, 576]
listing-text: 31243. 3 bedroom Ranch, 1½ baths, carpeting, tiled basement, terrace, 2 car garage, $32,900. — [778, 792, 1014, 809]
builder-name: FINCH ROBERTS — [552, 483, 749, 510]
listing-tagline: LOCATION IMPORTANT? — [330, 1328, 460, 1340]
section-label: 1-1 Homes For Sale — [652, 133, 771, 148]
listing-text: 19488. 3 bedroom brick ranch with two full baths, full basement, 2 car garage, $25,500. — [778, 832, 1012, 849]
office-name: HARTFORD — [1065, 253, 1103, 261]
listing-contact: FOR DETAILS CALL MR. CLINTON 255-1700 — [285, 1152, 429, 1159]
listing-tagline: ROOMY — [612, 998, 654, 1010]
listing-tagline: LOOK AT THIS! — [356, 1438, 434, 1450]
office-name: HARTFORD — [75, 418, 228, 448]
listing-text: 33853. 3 bedroom Ranch with 25x17.6 family room, recreation room, garage, $29,900. — [778, 908, 1004, 925]
listing-contact: FOR DETAILS CALL MONIKA 255-1700 — [523, 1152, 649, 1159]
phone: 453-7600 — [1025, 1214, 1052, 1222]
listing-text: 11217. 3 bedroom ranch with family room, carpeting, patio, garage, ½ acre lot, $30,900. — [778, 944, 997, 961]
